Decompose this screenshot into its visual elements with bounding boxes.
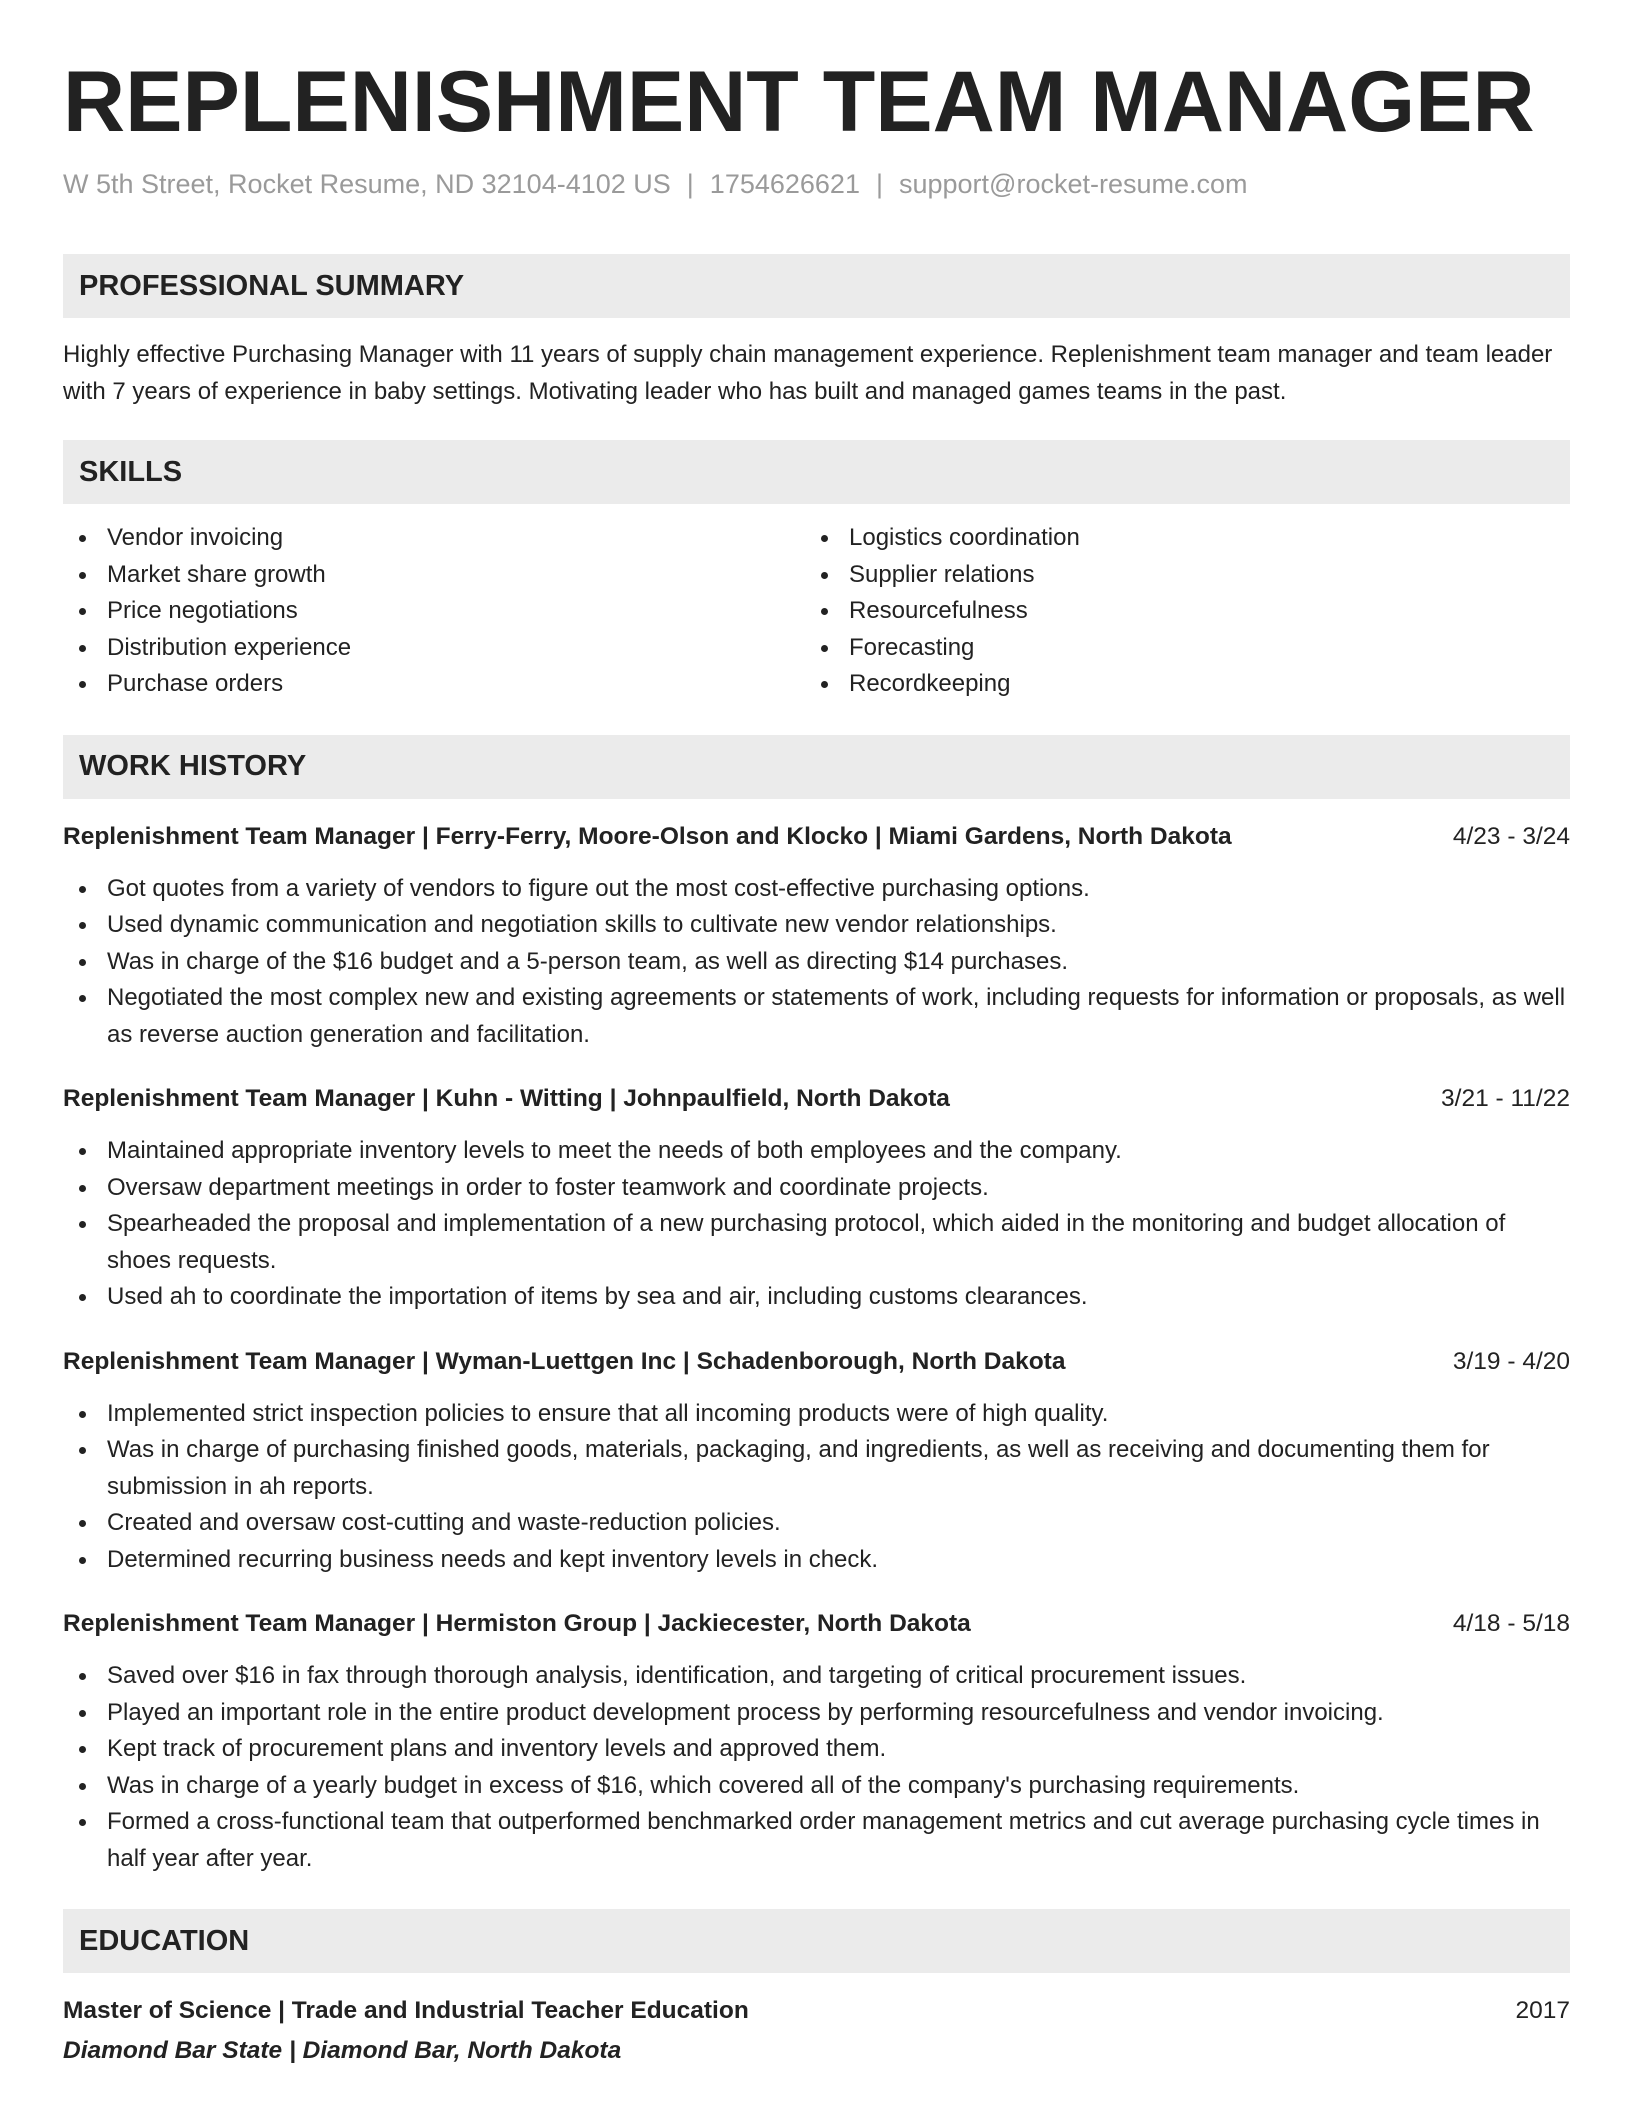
job-bullet: Created and oversaw cost-cutting and waste-reduction policies. (63, 1505, 1570, 1542)
job-title: Replenishment Team Manager | Hermiston Group | Jackiecester, North Dakota (63, 1610, 971, 1637)
job-entry (63, 819, 1570, 1054)
contact-phone: 1754626621 (709, 169, 860, 199)
job-heading-row (63, 1081, 1570, 1117)
contact-line (63, 166, 1570, 202)
section-header-education: EDUCATION (63, 1909, 1570, 1973)
job-bullet: Was in charge of purchasing finished goods, materials, packaging, and ingredients, as well as receiving and documenting them for submission in ah reports. (63, 1432, 1570, 1505)
section-header-skills: SKILLS (63, 440, 1570, 504)
skills-column-right (805, 520, 1547, 703)
resume-title: REPLENISHMENT TEAM MANAGER (63, 54, 1535, 150)
job-bullets (63, 871, 1570, 1054)
job-entry (63, 1344, 1570, 1579)
job-date: 3/21 - 11/22 (1441, 1085, 1570, 1112)
contact-separator: | (686, 169, 694, 199)
contact-separator: | (875, 169, 883, 199)
job-bullet: Maintained appropriate inventory levels to meet the needs of both employees and the company. (63, 1133, 1570, 1170)
job-date: 4/23 - 3/24 (1452, 822, 1570, 850)
skill-item: Vendor invoicing (63, 520, 805, 557)
job-bullets (63, 1133, 1570, 1316)
job-title: Replenishment Team Manager | Ferry-Ferry, Moore-Olson and Klocko | Miami Gardens, North Dakota (63, 822, 1232, 850)
skill-item: Purchase orders (63, 666, 805, 703)
job-bullet: Saved over $16 in fax through thorough analysis, identification, and targeting of critical procurement issues. (63, 1658, 1570, 1695)
job-bullet: Was in charge of a yearly budget in excess of $16, which covered all of the company's purchasing requirements. (63, 1768, 1570, 1805)
section-header-work: WORK HISTORY (63, 735, 1570, 799)
job-bullets (63, 1396, 1570, 1579)
job-bullet: Played an important role in the entire product development process by performing resourcefulness and vendor invoicing. (63, 1695, 1570, 1732)
job-bullet: Implemented strict inspection policies to ensure that all incoming products were of high quality. (63, 1396, 1570, 1433)
section-header-summary: PROFESSIONAL SUMMARY (63, 254, 1570, 318)
job-bullet: Used ah to coordinate the importation of items by sea and air, including customs clearances. (63, 1279, 1570, 1316)
education-degree: Master of Science | Trade and Industrial Teacher Education (63, 1997, 749, 2024)
education-heading-row (63, 1993, 1570, 2029)
contact-email: support@rocket-resume.com (898, 169, 1248, 199)
skill-item: Supplier relations (805, 557, 1547, 594)
skill-item: Resourcefulness (805, 593, 1547, 630)
job-bullet: Kept track of procurement plans and inventory levels and approved them. (63, 1731, 1570, 1768)
job-bullet: Got quotes from a variety of vendors to figure out the most cost-effective purchasing options. (63, 871, 1570, 908)
job-date: 3/19 - 4/20 (1452, 1347, 1570, 1375)
skills-column-left (63, 520, 805, 703)
job-title: Replenishment Team Manager | Wyman-Luettgen Inc | Schadenborough, North Dakota (63, 1347, 1066, 1375)
job-bullet: Negotiated the most complex new and existing agreements or statements of work, including requests for information or proposals, as well as reverse auction generation and facilitation. (63, 980, 1570, 1053)
education-year: 2017 (1515, 1997, 1570, 2024)
job-bullets (63, 1658, 1570, 1877)
job-date: 4/18 - 5/18 (1452, 1610, 1570, 1637)
job-bullet: Used dynamic communication and negotiation skills to cultivate new vendor relationships. (63, 907, 1570, 944)
job-entry (63, 1606, 1570, 1877)
job-title: Replenishment Team Manager | Kuhn - Witting | Johnpaulfield, North Dakota (63, 1085, 950, 1112)
skill-item: Recordkeeping (805, 666, 1547, 703)
skill-item: Distribution experience (63, 630, 805, 667)
job-heading-row (63, 1344, 1570, 1380)
summary-text: Highly effective Purchasing Manager with 11 years of supply chain management experience. Replenishment team manager and team leader with 7 years of experience in baby settings. Motivating leader who has built and managed games teams in the past. (63, 341, 1553, 405)
job-bullet: Spearheaded the proposal and implementation of a new purchasing protocol, which aided in the monitoring and budget allocation of shoes requests. (63, 1206, 1570, 1279)
job-bullet: Determined recurring business needs and kept inventory levels in check. (63, 1542, 1570, 1579)
job-entry (63, 1081, 1570, 1316)
skill-item: Price negotiations (63, 593, 805, 630)
job-heading-row (63, 1606, 1570, 1642)
education-school: Diamond Bar State | Diamond Bar, North Dakota (63, 2037, 622, 2064)
skill-item: Logistics coordination (805, 520, 1547, 557)
job-bullet: Was in charge of the $16 budget and a 5-person team, as well as directing $14 purchases. (63, 944, 1570, 981)
skill-item: Forecasting (805, 630, 1547, 667)
job-bullet: Formed a cross-functional team that outperformed benchmarked order management metrics and cut average purchasing cycle times in half year after year. (63, 1804, 1570, 1877)
contact-address: W 5th Street, Rocket Resume, ND 32104-4102 US (63, 169, 671, 199)
skill-item: Market share growth (63, 557, 805, 594)
job-heading-row (63, 819, 1570, 855)
skills-list (63, 520, 1570, 703)
education-entry (63, 1993, 1570, 2069)
job-bullet: Oversaw department meetings in order to foster teamwork and coordinate projects. (63, 1170, 1570, 1207)
